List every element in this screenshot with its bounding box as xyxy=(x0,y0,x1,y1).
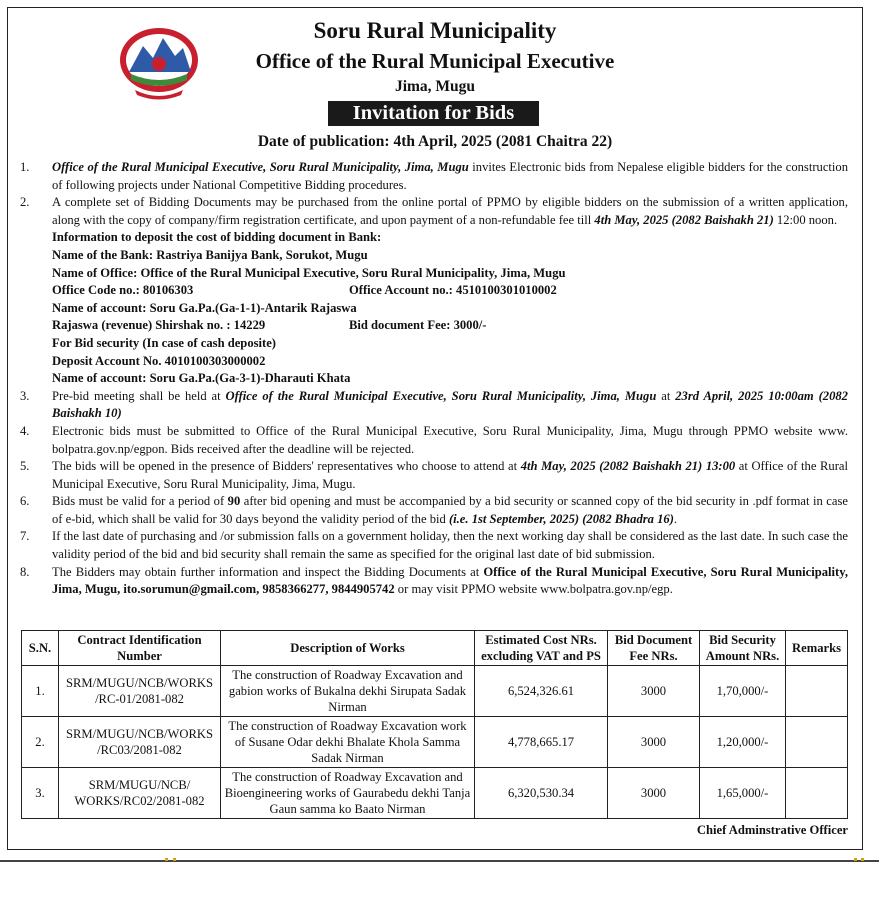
cell-sn: 1. xyxy=(22,666,59,717)
clause-number: 5. xyxy=(20,459,30,474)
header-remarks: Remarks xyxy=(786,631,848,666)
office-code: Office Code no.: 80106303 xyxy=(52,283,194,298)
clause-number: 2. xyxy=(20,195,30,210)
bottom-rule xyxy=(0,860,879,862)
table-row xyxy=(22,768,848,819)
office-name: Office of the Rural Municipal Executive xyxy=(255,49,615,73)
clause-7 xyxy=(20,528,848,563)
clause-emphasis: 4th May, 2025 (2082 Baishakh 21) xyxy=(594,212,774,227)
bank-name: Name of the Bank: Rastriya Banijya Bank, Sorukot, Mugu xyxy=(52,247,368,262)
municipality-name: Soru Rural Municipality xyxy=(313,18,557,43)
header-document-fee: Bid Document Fee NRs. xyxy=(608,631,700,666)
clause-emphasis: Office of the Rural Municipal Executive, Soru Rural Municipality, Jima, Mugu xyxy=(225,388,657,403)
cell-estimated-cost: 6,320,530.34 xyxy=(475,768,608,819)
clause-text: A complete set of Bidding Documents may be purchased from the online portal of PPMO by eligible bidders on the submission of a written application, along with the copy of company/firm registration certificate, and upon payment of a non-refundable fee till xyxy=(52,195,848,227)
clause-text: Pre-bid meeting shall be held at xyxy=(52,388,226,403)
cell-contract-id: SRM/MUGU/NCB/WORKS /RC03/2081-082 xyxy=(59,717,221,768)
works-table xyxy=(21,630,848,819)
clause-4 xyxy=(20,423,848,458)
cell-description: The construction of Roadway Excavation and Bioengineering works of Gaurabedu dekhi Tanja Gaun samma ko Baato Nirman xyxy=(221,768,475,819)
cell-sn: 2. xyxy=(22,717,59,768)
clause-5 xyxy=(20,458,848,493)
nepal-emblem-icon xyxy=(117,24,201,100)
cell-sn: 3. xyxy=(22,768,59,819)
clause-emphasis: Office of the Rural Municipal Executive, Soru Rural Municipality, Jima, Mugu, ito.sorumun@gmail.com, 9858366277, 9844905742 xyxy=(52,564,848,597)
cell-remarks xyxy=(786,768,848,819)
decorative-dot xyxy=(173,858,176,861)
header-contract-id: Contract Identification Number xyxy=(59,631,221,666)
office-account: Office Account no.: 4510100301010002 xyxy=(349,283,557,298)
cell-bid-security: 1,70,000/- xyxy=(700,666,786,717)
cell-description: The construction of Roadway Excavation and gabion works of Bukalna dekhi Sirupata Sadak Nirman xyxy=(221,666,475,717)
header-sn: S.N. xyxy=(22,631,59,666)
clause-number: 7. xyxy=(20,529,30,544)
clause-emphasis: Office of the Rural Municipal Executive, Soru Rural Municipality, Jima, Mugu xyxy=(52,160,469,174)
decorative-dot xyxy=(861,858,864,861)
title-banner: Invitation for Bids xyxy=(328,101,539,126)
clause-text: at xyxy=(656,388,676,403)
clause-emphasis: (i.e. 1st September, 2025) (2082 Bhadra 16) xyxy=(448,511,674,526)
cell-bid-security: 1,20,000/- xyxy=(700,717,786,768)
clause-emphasis: 4th May, 2025 (2082 Baishakh 21) 13:00 xyxy=(520,459,736,474)
cell-document-fee: 3000 xyxy=(608,717,700,768)
shirshak-number: Rajaswa (revenue) Shirshak no. : 14229 xyxy=(52,318,266,333)
header-description: Description of Works xyxy=(221,631,475,666)
cell-document-fee: 3000 xyxy=(608,666,700,717)
clause-number: 8. xyxy=(20,564,30,579)
clause-number: 6. xyxy=(20,494,30,509)
table-row xyxy=(22,717,848,768)
clause-1 xyxy=(20,159,848,194)
clause-text: The bids will be opened in the presence of Bidders' representatives who choose to attend at xyxy=(52,459,521,474)
clause-emphasis: 90 xyxy=(227,494,241,509)
clause-text: 12:00 noon. xyxy=(773,212,838,227)
security-heading: For Bid security (In case of cash deposite) xyxy=(52,335,276,350)
deposit-account: Deposit Account No. 4010100303000002 xyxy=(52,353,266,368)
deposit-heading: Information to deposit the cost of bidding document in Bank: xyxy=(52,230,382,245)
notice-body xyxy=(20,159,848,599)
clause-2 xyxy=(20,194,848,229)
cell-remarks xyxy=(786,717,848,768)
cell-remarks xyxy=(786,666,848,717)
cell-bid-security: 1,65,000/- xyxy=(700,768,786,819)
account-name: Name of account: Soru Ga.Pa.(Ga-1-1)-Antarik Rajaswa xyxy=(52,300,357,315)
decorative-dot xyxy=(165,858,168,861)
signatory-title: Chief Adminstrative Officer xyxy=(696,823,848,837)
clause-text: after bid opening and must be accompanied by a bid security or scanned copy of the bid security in .pdf format in case of e-bid, which shall be valid for 30 days beyond the validity period of the bid xyxy=(52,494,848,526)
clause-text: Bids must be valid for a period of xyxy=(52,494,228,509)
decorative-dot xyxy=(854,858,857,861)
clause-text: Electronic bids must be submitted to Office of the Rural Municipal Executive, Soru Rural Municipality, Jima, Mugu through PPMO website www. bolpatra.gov.np/egpon. Bids received after the deadline will be rejected. xyxy=(52,423,848,456)
deposit-info xyxy=(20,229,848,387)
clause-text: The Bidders may obtain further information and inspect the Bidding Documents at xyxy=(52,564,484,579)
header-estimated-cost: Estimated Cost NRs. excluding VAT and PS xyxy=(475,631,608,666)
clause-number: 4. xyxy=(20,423,30,438)
cell-description: The construction of Roadway Excavation work of Susane Odar dekhi Bhalate Khola Samma Sadak Nirman xyxy=(221,717,475,768)
bid-document-fee: Bid document Fee: 3000/- xyxy=(349,318,487,333)
clause-number: 1. xyxy=(20,160,30,174)
cell-document-fee: 3000 xyxy=(608,768,700,819)
clause-number: 3. xyxy=(20,388,30,403)
cell-estimated-cost: 6,524,326.61 xyxy=(475,666,608,717)
clause-text: invites Electronic bids from Nepalese eligible bidders for the construction of following projects under National Competitive Bidding procedures. xyxy=(52,160,848,192)
security-account-name: Name of account: Soru Ga.Pa.(Ga-3-1)-Dharauti Khata xyxy=(52,371,351,386)
clause-8 xyxy=(20,564,848,599)
table-header-row xyxy=(22,631,848,666)
publication-date: Date of publication: 4th April, 2025 (2081 Chaitra 22) xyxy=(257,133,613,150)
cell-estimated-cost: 4,778,665.17 xyxy=(475,717,608,768)
clause-text: at Office of the Rural Municipal Executive, Soru Rural Municipality, Jima, Mugu. xyxy=(52,459,848,491)
office-name-line: Name of Office: Office of the Rural Municipal Executive, Soru Rural Municipality, Jima, Mugu xyxy=(52,265,566,280)
clause-text: . xyxy=(673,511,678,526)
clause-emphasis: 23rd April, 2025 10:00am (2082 Baishakh 10) xyxy=(52,388,848,421)
cell-contract-id: SRM/MUGU/NCB/ WORKS/RC02/2081-082 xyxy=(59,768,221,819)
clause-6 xyxy=(20,493,848,528)
location: Jima, Mugu xyxy=(394,78,476,95)
cell-contract-id: SRM/MUGU/NCB/WORKS /RC-01/2081-082 xyxy=(59,666,221,717)
clause-text: or may visit PPMO website www.bolpatra.gov.np/egp. xyxy=(394,582,673,597)
table-row xyxy=(22,666,848,717)
header-bid-security: Bid Security Amount NRs. xyxy=(700,631,786,666)
clause-text: If the last date of purchasing and /or submission falls on a government holiday, then the next working day shall be considered as the last date. In such case the validity period of the bid and bid security shall remain the same as specified for the original last date of bid submission. xyxy=(52,529,848,562)
clause-3 xyxy=(20,388,848,423)
